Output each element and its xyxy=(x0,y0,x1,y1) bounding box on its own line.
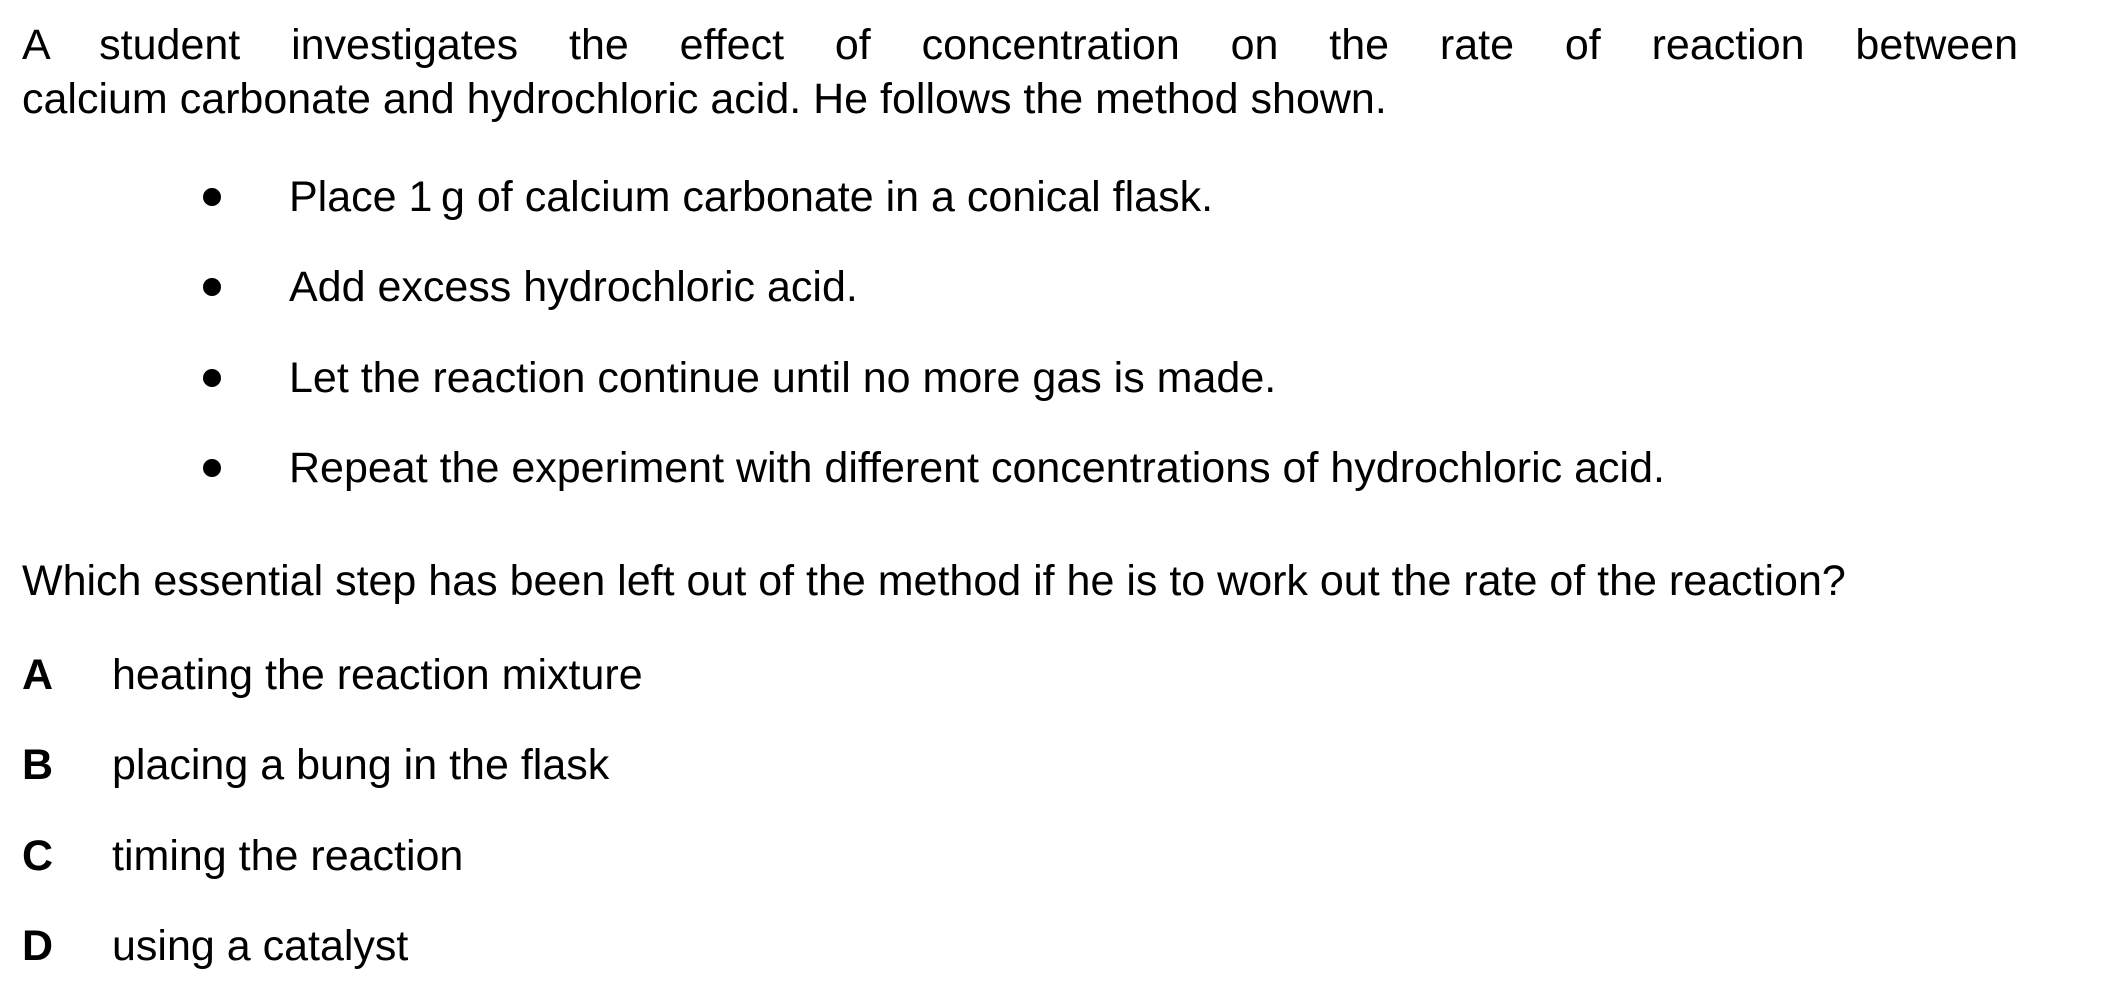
question-intro xyxy=(22,18,2018,126)
option-text: timing the reaction xyxy=(112,832,464,880)
method-step-text: Let the reaction continue until no more gas is made. xyxy=(289,354,1277,402)
option-letter: D xyxy=(22,922,54,970)
method-step-text: Place 1 g of calcium carbonate in a conical flask. xyxy=(289,173,1214,221)
bullet-icon xyxy=(203,459,221,477)
option-text: using a catalyst xyxy=(112,922,409,970)
option-text: heating the reaction mixture xyxy=(112,651,643,699)
option-letter: A xyxy=(22,651,54,699)
intro-line-2: calcium carbonate and hydrochloric acid. He follows the method shown. xyxy=(22,75,1387,123)
option-text: placing a bung in the flask xyxy=(112,741,610,789)
option-letter: C xyxy=(22,832,54,880)
intro-line-1: A student investigates the effect of concentration on the rate of reaction between xyxy=(22,21,2018,69)
method-step-text: Repeat the experiment with different concentrations of hydrochloric acid. xyxy=(289,444,1665,492)
method-step-text: Add excess hydrochloric acid. xyxy=(289,263,858,311)
bullet-icon xyxy=(203,188,221,206)
option-letter: B xyxy=(22,741,54,789)
bullet-icon xyxy=(203,369,221,387)
question-stem: Which essential step has been left out of the method if he is to work out the rate of the reaction? xyxy=(22,557,1846,605)
bullet-icon xyxy=(203,278,221,296)
